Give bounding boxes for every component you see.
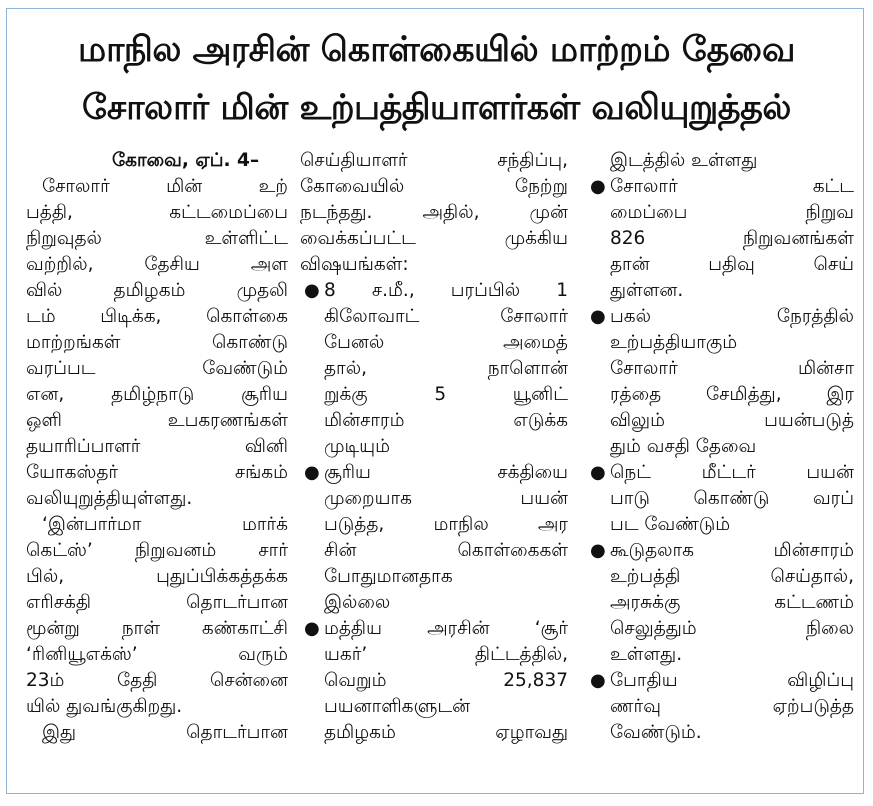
text-line: உற்பத்தி செய்தால், <box>610 566 854 587</box>
text-line: வற்றில், தேசிய அள <box>26 254 288 275</box>
text-line: பயனாளிகளுடன் <box>324 696 471 717</box>
text-line: இல்லை <box>324 592 391 613</box>
text-line: 23ம் தேதி சென்னை <box>26 670 288 691</box>
text-line: இடத்தில் உள்ளது <box>610 150 758 171</box>
bullet-icon: ● <box>304 618 320 639</box>
text-line: செய்தியாளர் சந்திப்பு, <box>300 150 568 171</box>
text-line: வைக்கப்பட்ட முக்கிய <box>300 228 568 249</box>
text-line: சோலார் மின் உற் <box>42 176 288 197</box>
text-line: படுத்த, மாநில அர <box>324 514 568 535</box>
text-line: மூன்று நாள் கண்காட்சி <box>26 618 288 639</box>
text-line: மத்திய அரசின் ‘சூர் <box>324 618 568 639</box>
text-line: சின் கொள்கைகள் <box>324 540 568 561</box>
bullet-icon: ● <box>590 670 606 691</box>
text-line: கெட்ஸ்’ நிறுவனம் சார் <box>26 540 288 561</box>
bullet-item <box>584 538 854 668</box>
bullet-icon: ● <box>590 540 606 561</box>
text-line: போதுமானதாக <box>324 566 453 587</box>
text-line: முறையாக பயன் <box>324 488 568 509</box>
text-line: நடந்தது. அதில், முன் <box>300 202 568 223</box>
bullet-icon: ● <box>590 462 606 483</box>
text-line: எரிசக்தி தொடர்பான <box>26 592 288 613</box>
text-line: கிலோவாட் சோலார் <box>324 306 568 327</box>
bullet-icon: ● <box>590 176 606 197</box>
text-line: பேனல் அமைத் <box>324 332 568 353</box>
text-line: டம் பிடிக்க, கொள்கை <box>26 306 288 327</box>
text-line: தமிழகம் ஏழாவது <box>324 722 568 743</box>
text-line: விஷயங்கள்: <box>300 254 409 275</box>
text-line: தான் பதிவு செய் <box>610 254 854 275</box>
text-line: வில் தமிழகம் முதலி <box>26 280 288 301</box>
text-line: சூரிய சக்தியை <box>324 462 568 483</box>
text-line: ணர்வு ஏற்படுத்த <box>610 696 854 717</box>
text-line: என, தமிழ்நாடு சூரிய <box>26 384 288 405</box>
article-column-1 <box>26 148 288 746</box>
text-line: தும் வசதி தேவை <box>610 436 757 457</box>
text-line: யகர்’ திட்டத்தில், <box>324 644 568 665</box>
text-line: துள்ளன. <box>610 280 684 301</box>
text-line: வேண்டும். <box>610 722 702 743</box>
text-line: செலுத்தும் நிலை <box>610 618 854 639</box>
headline-line-1: மாநில அரசின் கொள்கையில் மாற்றம் தேவை <box>77 30 796 70</box>
text-line: உள்ளது. <box>610 644 683 665</box>
bullet-item <box>584 668 854 746</box>
text-line: கோவையில் நேற்று <box>300 176 568 197</box>
bullet-item <box>300 278 568 460</box>
text-line: போதிய விழிப்பு <box>610 670 854 691</box>
text-line: கூடுதலாக மின்சாரம் <box>610 540 854 561</box>
text-line: பகல் நேரத்தில் <box>610 306 854 327</box>
text-line: வரப்பட வேண்டும் <box>26 358 288 379</box>
text-line: யோகஸ்தர் சங்கம் <box>26 462 288 483</box>
text-line: ஒளி உபகரணங்கள் <box>26 410 288 431</box>
text-line: மைப்பை நிறுவ <box>610 202 854 223</box>
text-line: வலியுறுத்தியுள்ளது. <box>26 488 193 509</box>
text-line: தால், நாளொன் <box>324 358 568 379</box>
text-line: யில் துவங்குகிறது. <box>26 696 183 717</box>
text-line: மின்சாரம் எடுக்க <box>324 410 568 431</box>
bullet-item <box>300 616 568 746</box>
text-line: உற்பத்தியாகும் <box>610 332 738 353</box>
text-line: சோலார் கட்ட <box>610 176 854 197</box>
text-line: நிறுவுதல் உள்ளிட்ட <box>26 228 288 249</box>
article-column-2 <box>300 148 568 746</box>
bullet-icon: ● <box>590 306 606 327</box>
text-line: நெட் மீட்டர் பயன் <box>610 462 854 483</box>
text-line: அரசுக்கு கட்டணம் <box>610 592 854 613</box>
text-line: விலும் பயன்படுத் <box>610 410 854 431</box>
text-line: வெறும் 25,837 <box>324 670 568 691</box>
bullet-item <box>584 304 854 460</box>
bullet-item <box>584 460 854 538</box>
bullet-item <box>584 174 854 304</box>
text-line: பில், புதுப்பிக்கத்தக்க <box>26 566 288 587</box>
text-line: முடியும் <box>324 436 391 457</box>
text-line: 8 ச.மீ., பரப்பில் 1 <box>324 280 568 301</box>
bullet-icon: ● <box>304 462 320 483</box>
text-line: மாற்றங்கள் கொண்டு <box>26 332 288 353</box>
text-line: றுக்கு 5 யூனிட் <box>324 384 568 405</box>
text-line: சோலார் மின்சா <box>610 358 854 379</box>
text-line: பாடு கொண்டு வரப் <box>610 488 854 509</box>
text-line: ரத்தை சேமித்து, இர <box>610 384 854 405</box>
text-line: பட வேண்டும் <box>610 514 731 535</box>
dateline: கோவை, ஏப். 4– <box>112 150 260 171</box>
text-line: பத்தி, கட்டமைப்பை <box>26 202 288 223</box>
text-line: 826 நிறுவனங்கள் <box>610 228 854 249</box>
bullet-item <box>300 460 568 616</box>
text-line: ‘இன்பார்மா மார்க் <box>42 514 288 535</box>
text-line: தயாரிப்பாளர் வினி <box>26 436 288 457</box>
bullet-icon: ● <box>304 280 320 301</box>
text-line: இது தொடர்பான <box>42 722 288 743</box>
headline-line-2: சோலார் மின் உற்பத்தியாளர்கள் வலியுறுத்தல் <box>82 88 791 128</box>
article-column-3 <box>584 148 854 746</box>
text-line: ‘ரினியூஎக்ஸ்’ வரும் <box>26 644 288 665</box>
